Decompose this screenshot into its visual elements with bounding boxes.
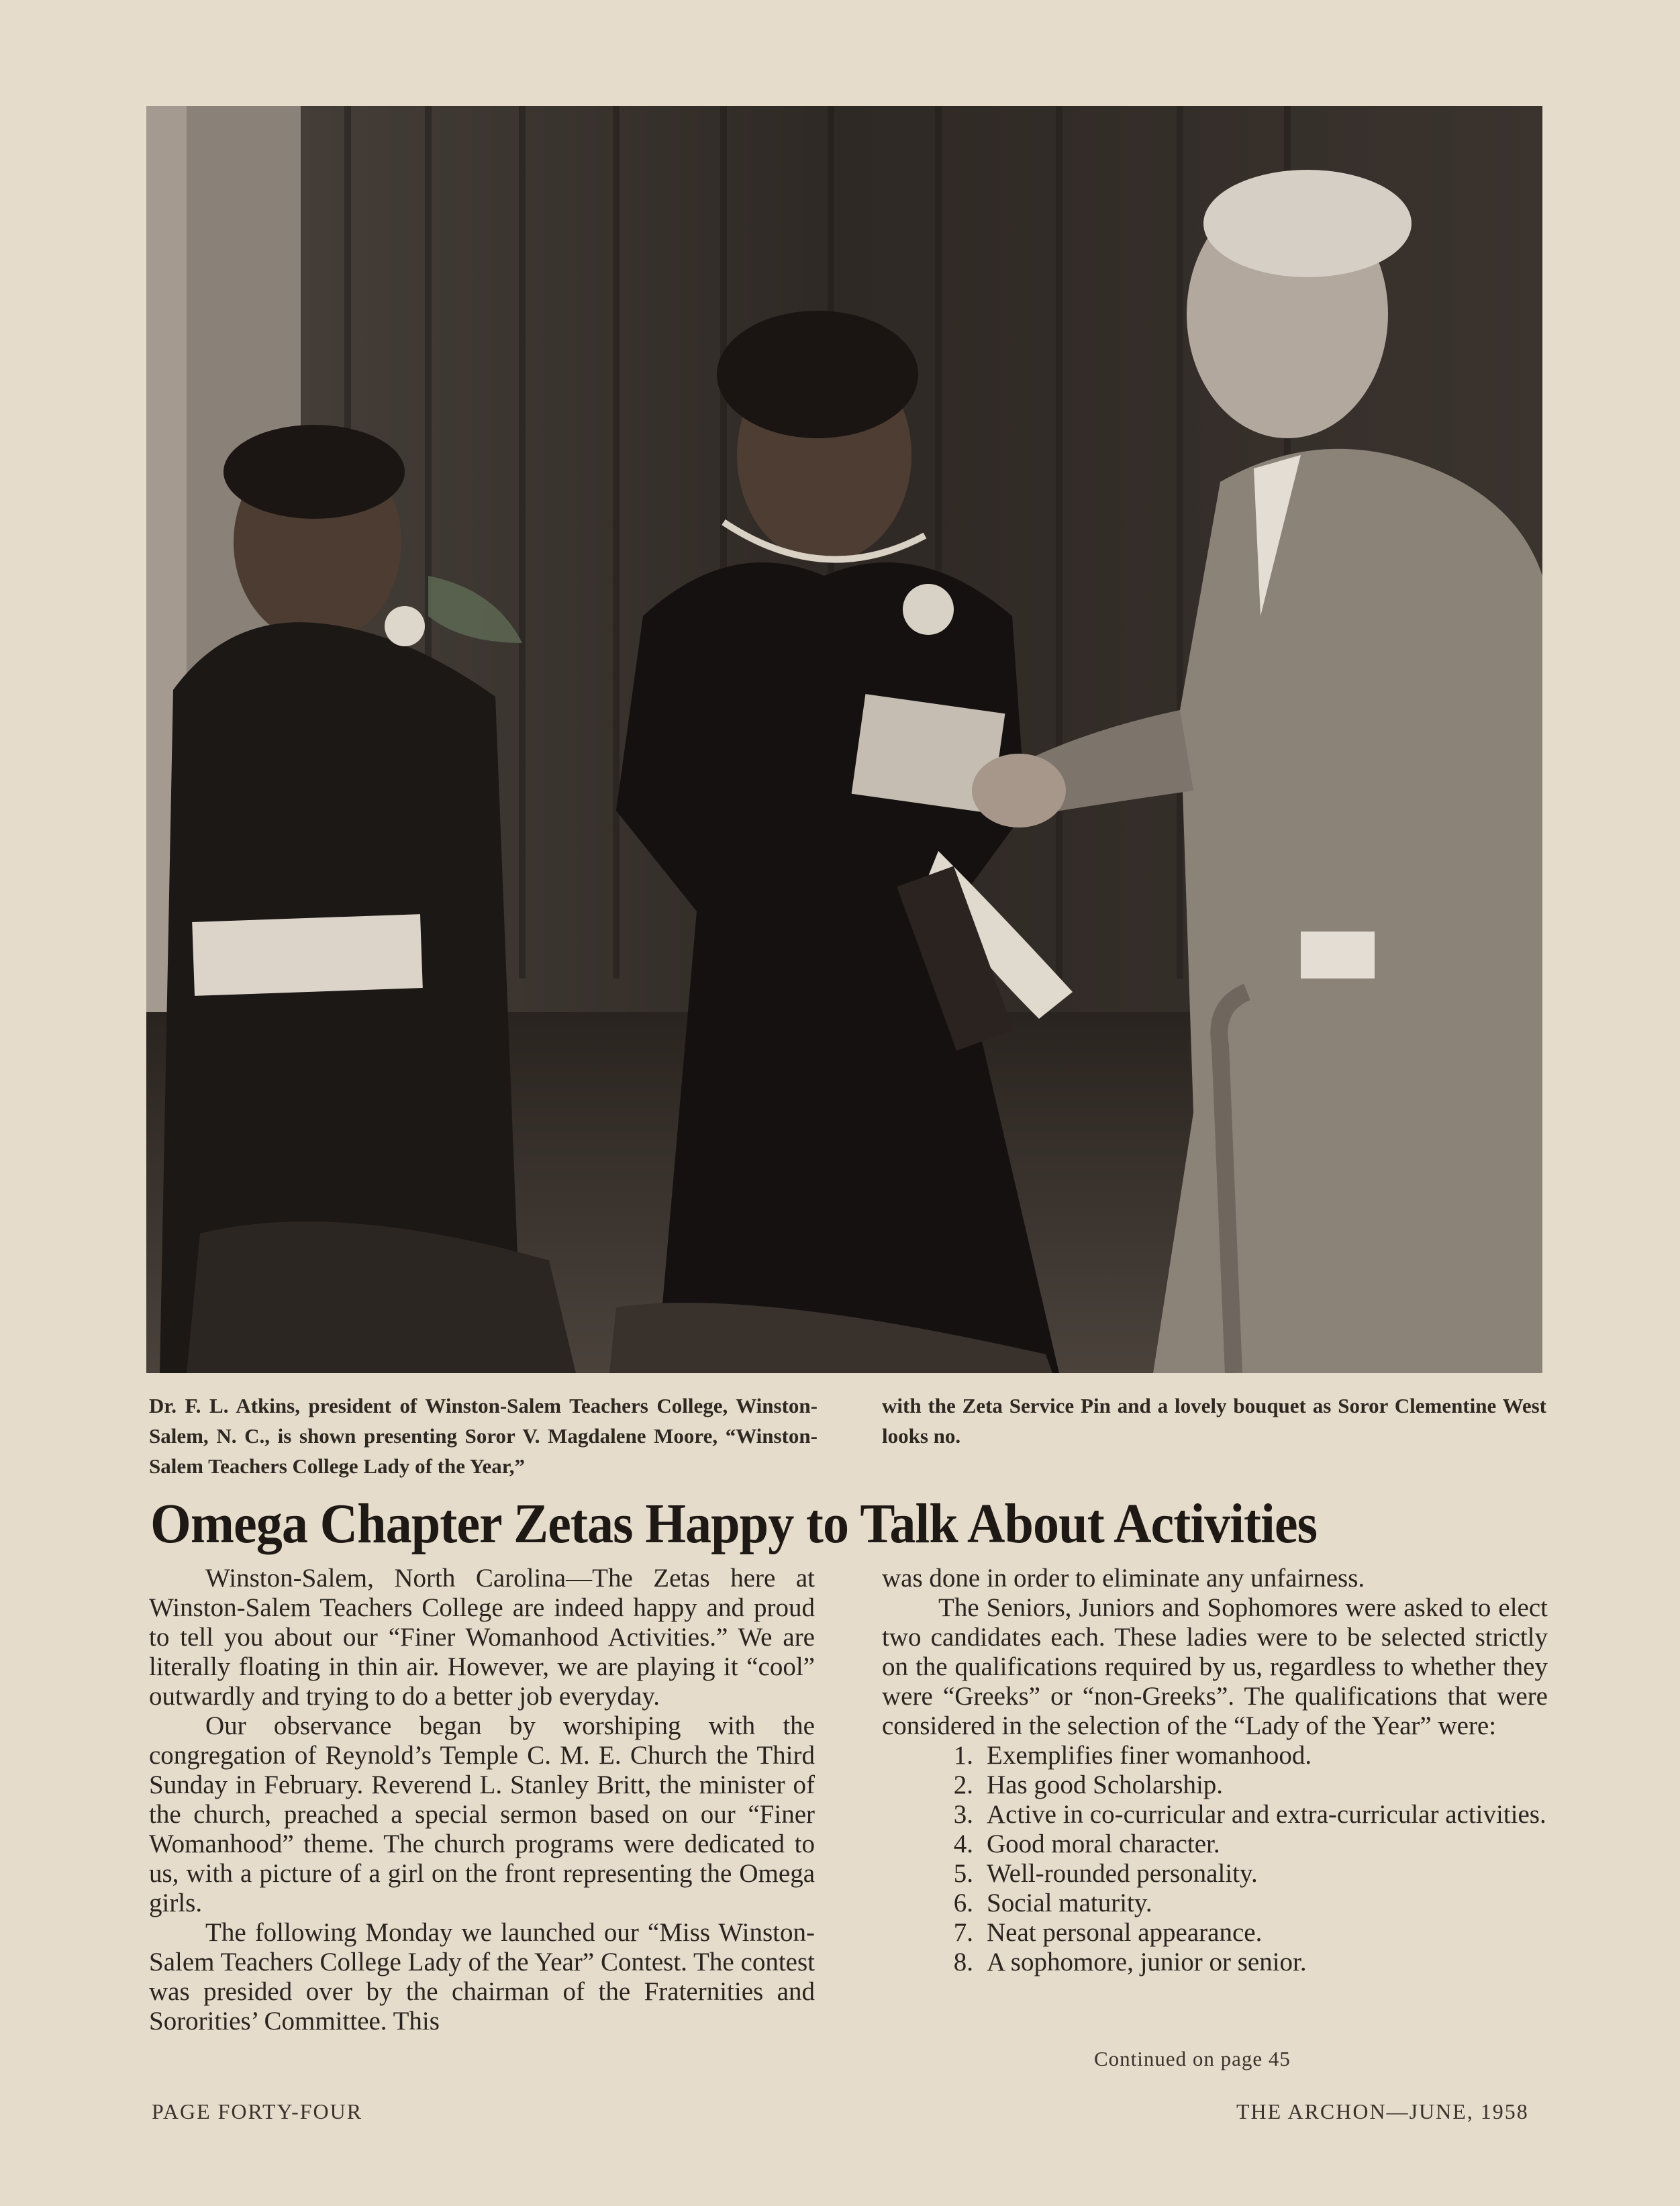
page-number: PAGE FORTY-FOUR bbox=[152, 2099, 363, 2123]
list-item-text: A sophomore, junior or senior. bbox=[987, 1948, 1307, 1976]
list-item bbox=[882, 1859, 1548, 1889]
photo-caption-right: with the Zeta Service Pin and a lovely bouquet as Soror Clementine West looks no. bbox=[882, 1394, 1546, 1448]
list-item-number: 4. bbox=[953, 1829, 973, 1858]
photo-caption-left: Dr. F. L. Atkins, president of Winston-Salem Teachers College, Winston-Salem, N. C., is shown presenting Soror V. Magdalene Moore, “Winston-Salem Teachers College Lady of the Year,” bbox=[149, 1394, 818, 1478]
list-item-text: Social maturity. bbox=[987, 1889, 1152, 1917]
list-item-number: 3. bbox=[953, 1800, 973, 1829]
photo-illustration bbox=[146, 106, 1542, 1373]
list-item-text: Has good Scholarship. bbox=[987, 1770, 1224, 1799]
publication-line: THE ARCHON—JUNE, 1958 bbox=[1236, 2099, 1529, 2123]
article-column-left bbox=[149, 1564, 815, 2036]
article-paragraph: Winston-Salem, North Carolina—The Zetas here at Winston-Salem Teachers College are indeed happy and proud to tell you about our “Finer Womanhood Activities.” We are literally floating in thin air. However, we are playing it “cool” outwardly and trying to do a better job everyday. bbox=[149, 1564, 815, 1711]
list-item-number: 6. bbox=[953, 1889, 973, 1917]
article-paragraph: The following Monday we launched our “Miss Winston-Salem Teachers College Lady of the Year” Contest. The contest was presided over by the chairman of the Fraternities and Sororities’ Committee. This bbox=[149, 1918, 815, 2036]
list-item-text: Well-rounded personality. bbox=[987, 1859, 1258, 1888]
list-item bbox=[882, 1889, 1548, 1918]
article-paragraph-continuation: was done in order to eliminate any unfairness. bbox=[882, 1564, 1365, 1593]
list-item-number: 5. bbox=[953, 1859, 973, 1888]
list-item bbox=[882, 1829, 1548, 1859]
list-item bbox=[882, 1918, 1548, 1948]
continued-note: Continued on page 45 bbox=[1094, 2047, 1291, 2070]
article-column-right bbox=[882, 1564, 1548, 1977]
list-item bbox=[882, 1741, 1548, 1770]
qualifications-list bbox=[882, 1741, 1548, 1977]
list-item-number: 2. bbox=[953, 1770, 973, 1799]
article-headline: Omega Chapter Zetas Happy to Talk About Activities bbox=[150, 1493, 1318, 1555]
article-paragraph: Our observance began by worshiping with the congregation of Reynold’s Temple C. M. E. Church the Third Sunday in February. Reverend L. Stanley Britt, the minister of the church, preached a special sermon based on our “Finer Womanhood” theme. The church programs were dedicated to us, with a picture of a girl on the front representing the Omega girls. bbox=[149, 1711, 815, 1917]
list-item bbox=[882, 1948, 1548, 1977]
list-item-text: Active in co-curricular and extra-curricular activities. bbox=[987, 1800, 1546, 1829]
list-item bbox=[882, 1800, 1548, 1829]
article-photo bbox=[146, 106, 1542, 1373]
list-item-number: 1. bbox=[953, 1741, 973, 1770]
list-item-number: 7. bbox=[953, 1918, 973, 1947]
list-item-text: Good moral character. bbox=[987, 1829, 1220, 1858]
list-item-number: 8. bbox=[953, 1948, 973, 1976]
article-paragraph: The Seniors, Juniors and Sophomores were asked to elect two candidates each. These ladies were to be selected strictly on the qualifications required by us, regardless to whether they were “Greeks” or “non-Greeks”. The qualifications that were considered in the selection of the “Lady of the Year” were: bbox=[882, 1593, 1548, 1740]
list-item bbox=[882, 1770, 1548, 1800]
list-item-text: Exemplifies finer womanhood. bbox=[987, 1741, 1312, 1770]
list-item-text: Neat personal appearance. bbox=[987, 1918, 1263, 1947]
